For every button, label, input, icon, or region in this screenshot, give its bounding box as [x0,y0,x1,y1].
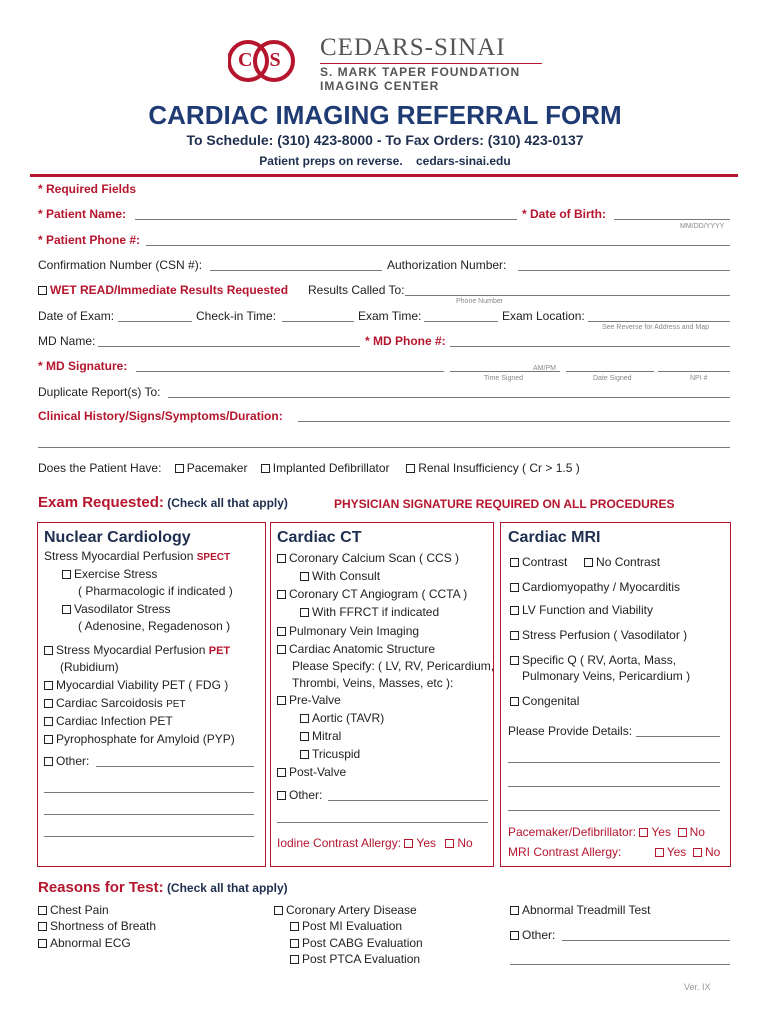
ffrct-label: With FFRCT if indicated [312,605,440,619]
form-title: CARDIAC IMAGING REFERRAL FORM [148,100,622,130]
sob-label: Shortness of Breath [50,919,157,933]
sarcoid-label: Cardiac Sarcoidosis [56,696,163,710]
ct-other-checkbox[interactable] [277,791,286,800]
chest-pain-label: Chest Pain [50,903,109,917]
md-phone-field[interactable] [450,346,730,347]
duplicate-label: Duplicate Report(s) To: [38,385,161,399]
reasons-heading [38,879,288,896]
iodine-row [277,836,473,850]
postvalve-label: Post-Valve [289,765,347,779]
duplicate-field[interactable] [168,397,730,398]
ampm-hint: AM/PM [533,365,556,372]
logo-letters: C S [238,49,287,71]
org-sub2: IMAGING CENTER [320,79,440,93]
reasons-other-row [510,928,555,942]
iodine-no-checkbox[interactable] [445,839,454,848]
ffrct-row [300,605,439,619]
specific-row [510,653,676,667]
infection-label: Cardiac Infection PET [56,714,173,728]
post-cabg-label: Post CABG Evaluation [302,936,423,950]
ct-other-row [277,788,322,802]
reasons-other-field[interactable] [562,940,730,941]
does-patient-have-row [38,461,580,475]
reasons-check-all: (Check all that apply) [166,881,288,895]
clinical-field[interactable] [298,421,730,422]
results-called-label: Results Called To: [308,283,405,297]
aortic-row [300,711,384,725]
exam-time-label: Exam Time: [358,309,422,323]
specific-2: Pulmonary Veins, Pericardium ) [522,669,691,683]
md-phone-label: * MD Phone #: [365,334,446,348]
preps-line [0,154,770,168]
date-of-exam-field[interactable] [118,321,192,322]
cardiomyopathy-label: Cardiomyopathy / Myocarditis [522,580,681,594]
date-signed-field[interactable] [566,371,654,372]
post-mi-row [290,919,402,933]
cad-label: Coronary Artery Disease [286,903,417,917]
contrast-checkbox[interactable] [510,558,519,567]
post-mi-label: Post MI Evaluation [302,919,403,933]
npi-hint: NPI # [690,375,708,382]
date-of-exam-label: Date of Exam: [38,309,115,323]
ccta-checkbox[interactable] [277,590,286,599]
clinical-field-2[interactable] [38,447,730,448]
pacemaker-no-checkbox[interactable] [678,828,687,837]
treadmill-checkbox[interactable] [510,906,519,915]
patient-phone-label: * Patient Phone #: [38,233,141,247]
ct-title: Cardiac CT [277,529,362,546]
viability-checkbox[interactable] [44,681,53,690]
treadmill-label: Abnormal Treadmill Test [522,903,651,917]
consult-row [300,569,380,583]
ct-other-field[interactable] [328,800,488,801]
nuclear-other-field-2[interactable] [44,792,254,793]
adenosine-note: ( Adenosine, Regadenoson ) [78,619,231,633]
wet-read-row [38,283,288,297]
pacemaker-mri-label: Pacemaker/Defibrillator: [508,825,637,839]
renal-checkbox[interactable] [406,464,415,473]
pacemaker-yes-checkbox[interactable] [639,828,648,837]
md-name-field[interactable] [98,346,360,347]
lv-row [510,603,653,617]
cardiomyopathy-checkbox[interactable] [510,583,519,592]
exam-location-label: Exam Location: [502,309,585,323]
infection-checkbox[interactable] [44,717,53,726]
ccta-row [277,587,467,601]
wet-read-checkbox[interactable] [38,286,47,295]
spect-label: SPECT [196,552,231,563]
pharm-note: ( Pharmacologic if indicated ) [78,584,233,598]
ecg-row [38,936,131,950]
specific-checkbox[interactable] [510,656,519,665]
post-ptca-checkbox[interactable] [290,955,299,964]
ct-other-field-2[interactable] [277,822,488,823]
post-ptca-label: Post PTCA Evaluation [302,952,421,966]
anatomic-label: Cardiac Anatomic Structure [289,642,436,656]
renal-label: Renal Insufficiency ( Cr > 1.5 ) [418,461,580,475]
tricuspid-label: Tricuspid [312,747,361,761]
exam-requested-heading [38,494,288,511]
consult-label: With Consult [312,569,381,583]
does-patient-have-label: Does the Patient Have: [38,461,162,475]
confirmation-field[interactable] [210,270,382,271]
postvalve-row [277,765,346,779]
iodine-label: Iodine Contrast Allergy: [277,836,402,850]
mri-stress-row [510,628,687,642]
sob-row [38,919,156,933]
congenital-label: Congenital [522,694,580,708]
viability-label: Myocardial Viability PET ( FDG ) [56,678,229,692]
anatomic-row [277,642,435,656]
mri-allergy-label: MRI Contrast Allergy: [508,845,622,859]
pyp-checkbox[interactable] [44,735,53,744]
wet-read-label: WET READ/Immediate Results Requested [50,283,289,297]
treadmill-row [510,903,651,917]
lv-label: LV Function and Viability [522,603,653,617]
prevalve-label: Pre-Valve [289,693,341,707]
md-signature-label: * MD Signature: [38,359,128,373]
viability-row [44,678,228,692]
mri-allergy-no-label: No [704,845,721,859]
confirmation-label: Confirmation Number (CSN #): [38,258,203,272]
header-rule [320,63,542,64]
nuclear-other-row [44,754,89,768]
nuclear-title: Nuclear Cardiology [44,529,191,546]
sarcoid-row [44,696,186,710]
post-cabg-row [290,936,423,950]
md-name-label: MD Name: [38,334,96,348]
stress-mp-label: Stress Myocardial Perfusion [44,549,194,563]
reasons-other-field-2[interactable] [510,964,730,965]
congenital-checkbox[interactable] [510,697,519,706]
ct-other-label: Other: [289,788,323,802]
nuclear-other-label: Other: [56,754,90,768]
details-field-4[interactable] [508,810,720,811]
mri-allergy-yes-checkbox[interactable] [655,848,664,857]
physician-note: PHYSICIAN SIGNATURE REQUIRED ON ALL PROCEDURES [334,497,675,511]
npi-field[interactable] [658,371,730,372]
pulm-label: Pulmonary Vein Imaging [289,624,420,638]
sob-checkbox[interactable] [38,922,47,931]
consult-checkbox[interactable] [300,572,309,581]
defib-checkbox[interactable] [261,464,270,473]
exercise-row [62,567,157,581]
phone-number-hint: Phone Number [456,298,504,305]
mitral-checkbox[interactable] [300,732,309,741]
dob-hint: MM/DD/YYYY [680,223,725,230]
pacemaker-checkbox[interactable] [175,464,184,473]
dob-field[interactable] [614,219,730,220]
exam-title: Exam Requested: [38,494,164,511]
tricuspid-row [300,747,360,761]
calcium-label: Coronary Calcium Scan ( CCS ) [289,551,460,565]
pacemaker-yes-label: Yes [651,825,671,839]
reasons-other-checkbox[interactable] [510,931,519,940]
exam-location-field[interactable] [588,321,730,322]
logo [228,34,296,88]
org-sub1: S. MARK TAPER FOUNDATION [320,65,521,79]
details-field-2[interactable] [508,762,720,763]
defib-label: Implanted Defibrillator [272,461,390,475]
anatomic-checkbox[interactable] [277,645,286,654]
pacemaker-no-label: No [689,825,705,839]
pacemaker-mri-row [508,825,705,839]
calcium-checkbox[interactable] [277,554,286,563]
tricuspid-checkbox[interactable] [300,750,309,759]
patient-name-field[interactable] [135,219,517,220]
congenital-row [510,694,579,708]
aortic-label: Aortic (TAVR) [312,711,385,725]
nuclear-other-field[interactable] [96,766,254,767]
specific-label: Specific Q ( RV, Aorta, Mass, [522,653,677,667]
sarcoid-pet-label: PET [166,699,186,710]
lv-checkbox[interactable] [510,606,519,615]
contrast-row [510,555,660,569]
pyp-label: Pyrophosphate for Amyloid (PYP) [56,732,235,746]
ccta-label: Coronary CT Angiogram ( CCTA ) [289,587,468,601]
vaso-checkbox[interactable] [62,605,71,614]
prevalve-checkbox[interactable] [277,696,286,705]
cad-row [274,903,417,917]
stress-pet-label: Stress Myocardial Perfusion [56,643,206,657]
cad-checkbox[interactable] [274,906,283,915]
reasons-title: Reasons for Test: [38,879,164,896]
exercise-checkbox[interactable] [62,570,71,579]
ffrct-checkbox[interactable] [300,608,309,617]
mri-stress-label: Stress Perfusion ( Vasodilator ) [522,628,688,642]
reasons-other-label: Other: [522,928,556,942]
iodine-yes-checkbox[interactable] [404,839,413,848]
nuclear-other-field-3[interactable] [44,814,254,815]
exam-time-field[interactable] [424,321,498,322]
exercise-label: Exercise Stress [74,567,158,581]
pet-label: PET [208,645,231,657]
required-fields: * Required Fields [38,182,137,196]
mri-allergy-row [508,845,720,859]
chest-pain-row [38,903,109,917]
see-reverse-hint: See Reverse for Address and Map [602,324,710,331]
patient-phone-field[interactable] [146,245,730,246]
mri-stress-checkbox[interactable] [510,631,519,640]
md-signature-field[interactable] [136,371,444,372]
post-ptca-row [290,952,420,966]
clinical-label: Clinical History/Signs/Symptoms/Duration: [38,409,283,423]
details-field-3[interactable] [508,786,720,787]
rubidium-note: (Rubidium) [60,660,119,674]
stress-pet-checkbox[interactable] [44,646,53,655]
post-mi-checkbox[interactable] [290,922,299,931]
patient-name-label: * Patient Name: [38,207,127,221]
version-label: Ver. IX [684,982,711,992]
results-called-field[interactable] [405,295,730,296]
schedule-line: To Schedule: (310) 423-8000 - To Fax Orders: (310) 423-0137 [186,132,584,148]
sarcoid-checkbox[interactable] [44,699,53,708]
mri-allergy-no-checkbox[interactable] [693,848,702,857]
stress-pet-row [44,643,230,657]
pulm-checkbox[interactable] [277,627,286,636]
website-text: cedars-sinai.edu [416,154,511,168]
details-field[interactable] [636,736,720,737]
contrast-label: Contrast [522,555,568,569]
mri-title: Cardiac MRI [508,529,601,546]
mitral-row [300,729,341,743]
iodine-no-label: No [457,836,473,850]
check-in-field[interactable] [282,321,354,322]
stress-spect-row [44,549,230,563]
check-in-label: Check-in Time: [196,309,277,323]
aortic-checkbox[interactable] [300,714,309,723]
postvalve-checkbox[interactable] [277,768,286,777]
preps-text: Patient preps on reverse. [259,154,403,168]
details-label: Please Provide Details: [508,724,633,738]
vaso-label: Vasodilator Stress [74,602,171,616]
calcium-row [277,551,459,565]
vaso-row [62,602,171,616]
exam-check-all: (Check all that apply) [167,496,288,510]
mitral-label: Mitral [312,729,342,743]
ecg-checkbox[interactable] [38,939,47,948]
org-name: CEDARS-SINAI [320,34,506,61]
nuclear-other-field-4[interactable] [44,836,254,837]
pulm-row [277,624,419,638]
infection-row [44,714,173,728]
iodine-yes-label: Yes [416,836,436,850]
specify-2: Thrombi, Veins, Masses, etc ): [292,676,454,690]
specify-1: Please Specify: ( LV, RV, Pericardium, [292,659,495,673]
dob-label: * Date of Birth: [522,207,606,221]
prevalve-row [277,693,341,707]
header-divider [30,174,738,177]
pacemaker-label: Pacemaker [186,461,248,475]
no-contrast-label: No Contrast [596,555,661,569]
authorization-field[interactable] [518,270,730,271]
chest-pain-checkbox[interactable] [38,906,47,915]
time-signed-hint: Time Signed [484,375,524,382]
mri-allergy-yes-label: Yes [666,845,687,859]
no-contrast-checkbox[interactable] [584,558,593,567]
date-signed-hint: Date Signed [593,375,632,382]
nuclear-other-checkbox[interactable] [44,757,53,766]
ecg-label: Abnormal ECG [50,936,131,950]
cardiomyopathy-row [510,580,680,594]
pyp-row [44,732,235,746]
post-cabg-checkbox[interactable] [290,939,299,948]
authorization-label: Authorization Number: [387,258,507,272]
